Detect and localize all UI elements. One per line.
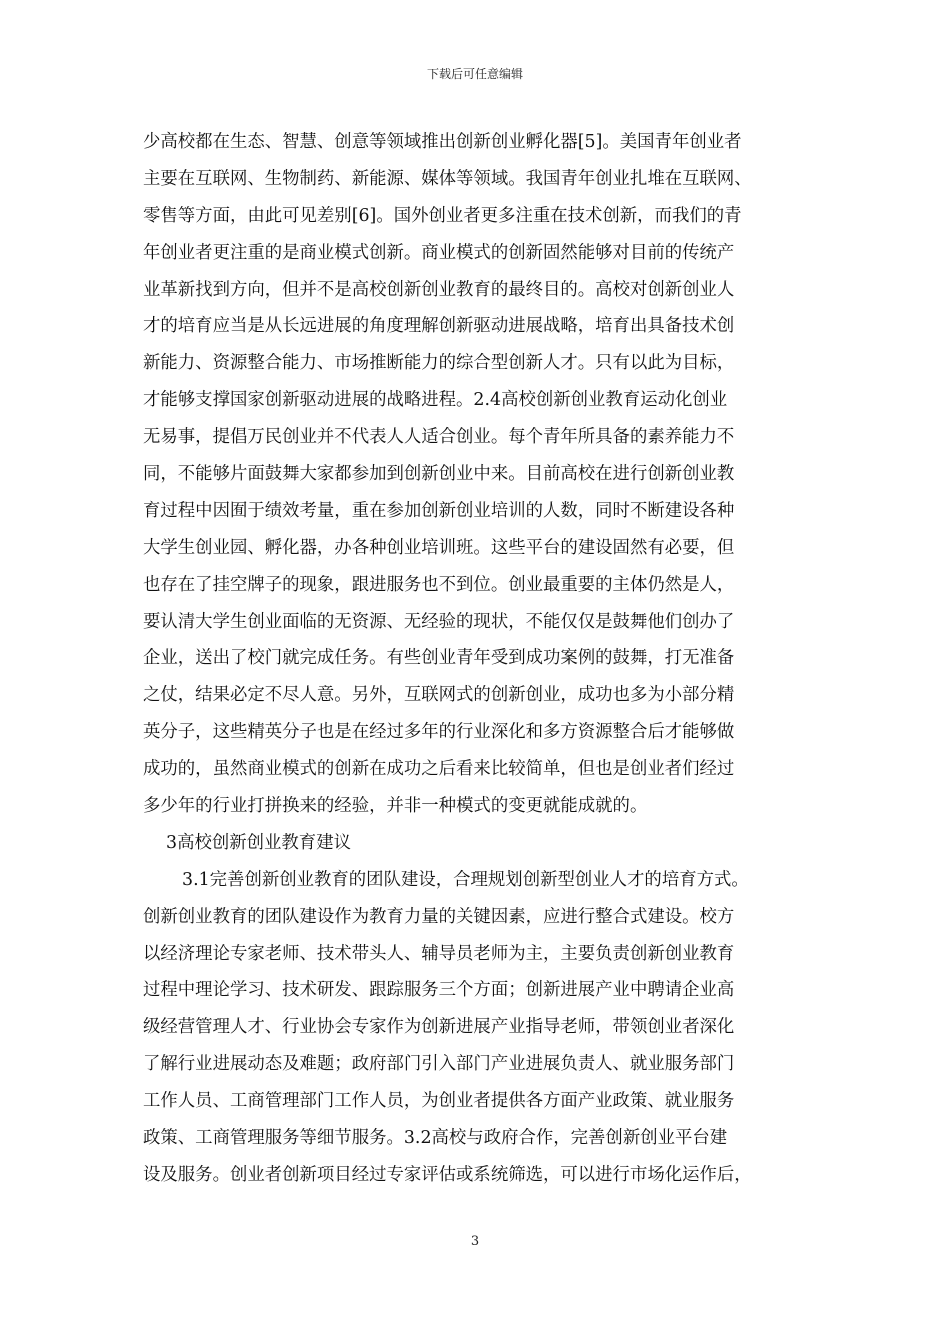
page-number: 3: [470, 1234, 480, 1249]
paragraph-line: 工作人员、工商管理部门工作人员，为创业者提供各方面产业政策、就业服务: [143, 1091, 735, 1112]
paragraph-line: 才的培育应当是从长远进展的角度理解创新驱动进展战略，培育出具备技术创: [143, 316, 735, 337]
section-heading: 3高校创新创业教育建议: [166, 832, 351, 853]
paragraph-line: 英分子，这些精英分子也是在经过多年的行业深化和多方资源整合后才能够做: [143, 722, 735, 743]
paragraph-line: 要认清大学生创业面临的无资源、无经验的现状，不能仅仅是鼓舞他们创办了: [143, 611, 735, 632]
paragraph-line: 之仗，结果必定不尽人意。另外，互联网式的创新创业，成功也多为小部分精: [143, 685, 735, 706]
paragraph-line: 过程中理论学习、技术研发、跟踪服务三个方面；创新进展产业中聘请企业高: [143, 980, 735, 1001]
paragraph-line: 级经营管理人才、行业协会专家作为创新进展产业指导老师，带领创业者深化: [143, 1017, 735, 1038]
paragraph-line: 以经济理论专家老师、技术带头人、辅导员老师为主，主要负责创新创业教育: [143, 943, 735, 964]
paragraph-line: 少高校都在生态、智慧、创意等领域推出创新创业孵化器[5]。美国青年创业者: [143, 132, 742, 152]
paragraph-line: 政策、工商管理服务等细节服务。3.2高校与政府合作，完善创新创业平台建: [143, 1128, 728, 1149]
paragraph-line: 业革新找到方向，但并不是高校创新创业教育的最终目的。高校对创新创业人: [143, 279, 735, 300]
paragraph-line: 企业，送出了校门就完成任务。有些创业青年受到成功案例的鼓舞，打无准备: [143, 648, 735, 669]
paragraph-line: 了解行业进展动态及难题；政府部门引入部门产业进展负责人、就业服务部门: [143, 1054, 735, 1075]
paragraph-line: 新能力、资源整合能力、市场推断能力的综合型创新人才。只有以此为目标，: [143, 353, 735, 374]
paragraph-line: 也存在了挂空牌子的现象，跟进服务也不到位。创业最重要的主体仍然是人，: [143, 574, 735, 595]
paragraph-line: 主要在互联网、生物制药、新能源、媒体等领域。我国青年创业扎堆在互联网、: [143, 168, 752, 189]
paragraph-line: 大学生创业园、孵化器，办各种创业培训班。这些平台的建设固然有必要，但: [143, 537, 735, 558]
paragraph-line: 育过程中因囿于绩效考量，重在参加创新创业培训的人数，同时不断建设各种: [143, 500, 735, 521]
body-text: [143, 124, 823, 1194]
paragraph-line: 同，不能够片面鼓舞大家都参加到创新创业中来。目前高校在进行创新创业教: [143, 464, 735, 485]
paragraph-line: 年创业者更注重的是商业模式创新。商业模式的创新固然能够对目前的传统产: [143, 242, 735, 263]
paragraph-line: 零售等方面，由此可见差别[6]。国外创业者更多注重在技术创新，而我们的青: [143, 205, 742, 226]
paragraph-line: 设及服务。创业者创新项目经过专家评估或系统筛选，可以进行市场化运作后，: [143, 1164, 752, 1185]
paragraph-line: 才能够支撑国家创新驱动进展的战略进程。2.4高校创新创业教育运动化创业: [143, 390, 728, 411]
paragraph-line: 无易事，提倡万民创业并不代表人人适合创业。每个青年所具备的素养能力不: [143, 427, 735, 448]
page-header: 下载后可任意编辑: [426, 67, 523, 81]
paragraph-line: 3.1完善创新创业教育的团队建设，合理规划创新型创业人才的培育方式。: [182, 869, 749, 890]
paragraph-line: 创新创业教育的团队建设作为教育力量的关键因素，应进行整合式建设。校方: [143, 906, 735, 927]
paragraph-line: 多少年的行业打拼换来的经验，并非一种模式的变更就能成就的。: [143, 796, 648, 817]
paragraph-line: 成功的，虽然商业模式的创新在成功之后看来比较简单，但也是创业者们经过: [143, 759, 735, 780]
